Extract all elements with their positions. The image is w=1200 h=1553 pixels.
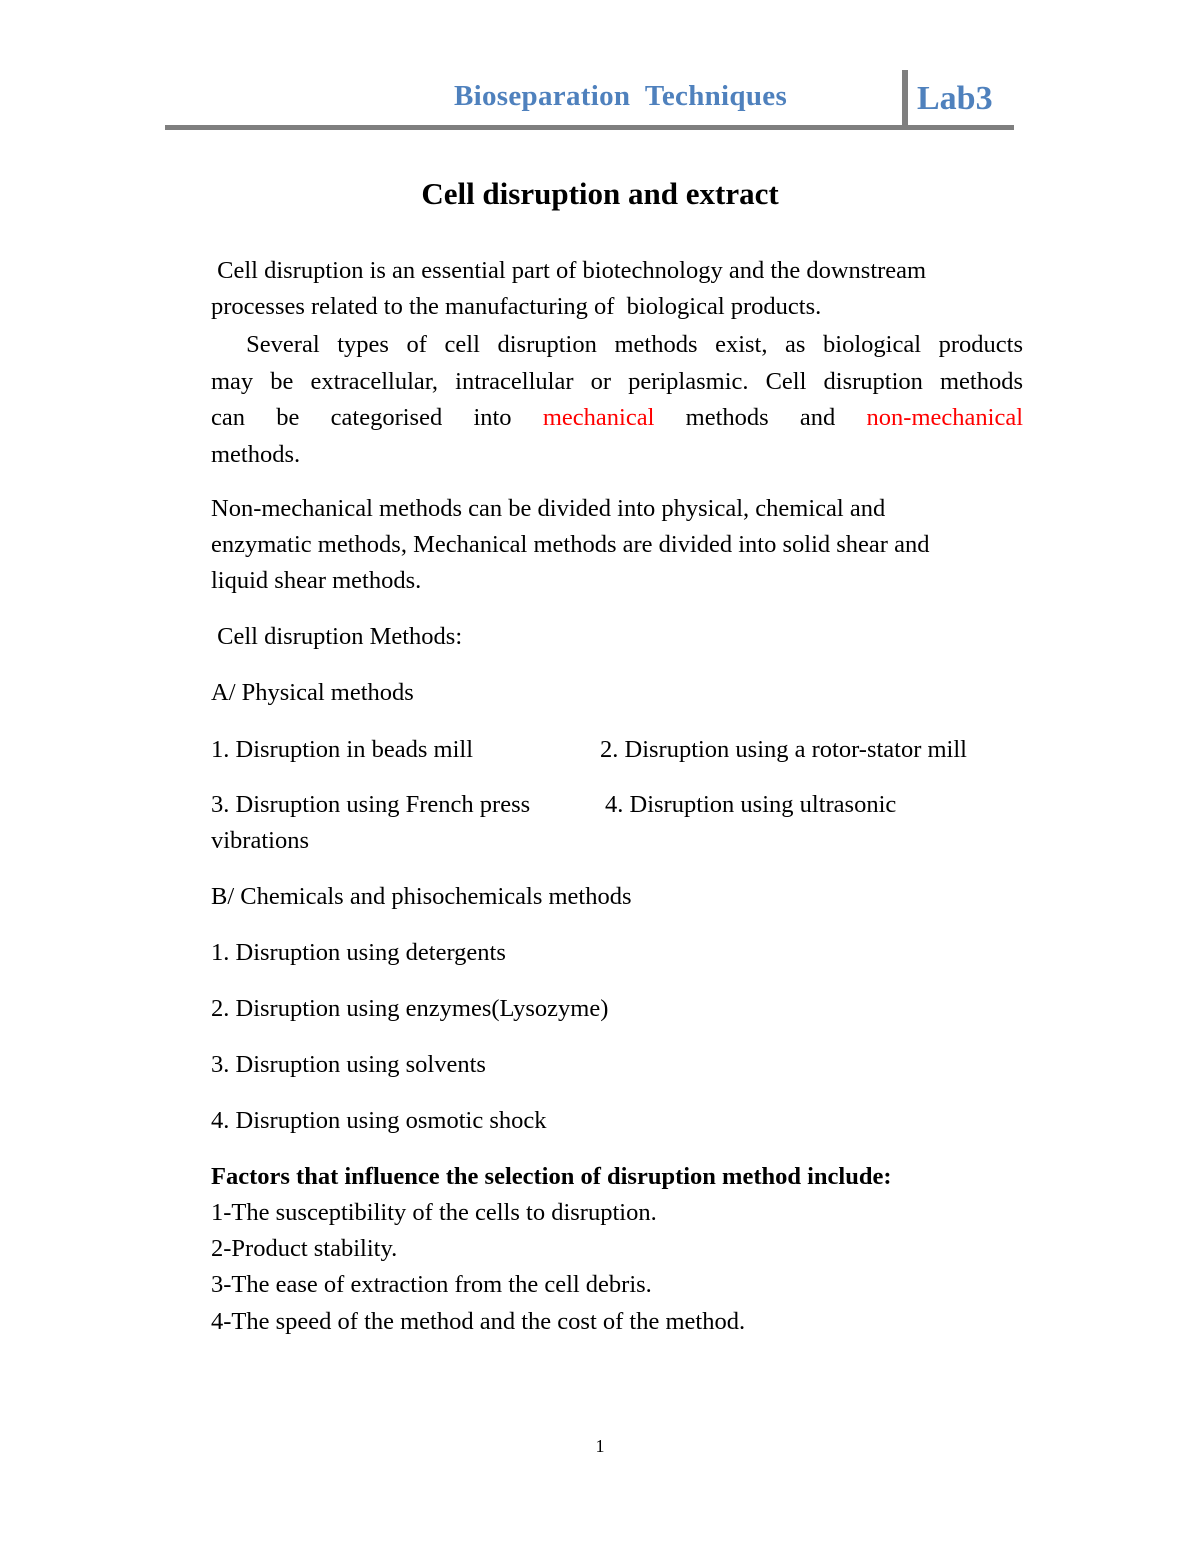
intro-line: Several types of cell disruption methods exist, as biological products: [211, 331, 1023, 358]
division-line: liquid shear methods.: [211, 567, 422, 594]
intro-paragraph-2: [211, 327, 1023, 473]
chemical-item: 2. Disruption using enzymes(Lysozyme): [211, 995, 609, 1022]
factors-item: 2-Product stability.: [211, 1235, 398, 1262]
intro-line: may be extracellular, intracellular or periplasmic. Cell disruption methods: [211, 367, 1023, 395]
highlight-non-mechanical: non-mechanical: [866, 404, 1023, 431]
chemical-item: 3. Disruption using solvents: [211, 1051, 486, 1078]
physical-item: 3. Disruption using French press: [211, 791, 531, 818]
physical-item: 1. Disruption in beads mill: [211, 736, 473, 763]
header-divider: [902, 70, 908, 128]
factors-item: 3-The ease of extraction from the cell debris.: [211, 1271, 652, 1298]
division-line: Non-mechanical methods can be divided into physical, chemical and: [211, 495, 886, 522]
physical-heading: A/ Physical methods: [211, 679, 414, 706]
physical-item-continuation: vibrations: [211, 827, 309, 854]
physical-item: 2. Disruption using a rotor-stator mill: [600, 736, 967, 763]
header-lab-label: Lab3: [917, 80, 993, 117]
physical-item: 4. Disruption using ultrasonic: [605, 791, 897, 818]
text-fragment: can be categorised into: [211, 404, 543, 431]
chemical-item: 4. Disruption using osmotic shock: [211, 1107, 547, 1134]
methods-heading: Cell disruption Methods:: [211, 623, 463, 650]
chemical-item: 1. Disruption using detergents: [211, 939, 506, 966]
page-number: 1: [595, 1436, 605, 1456]
factors-item: 4-The speed of the method and the cost of the method.: [211, 1308, 746, 1335]
intro-line: methods.: [211, 440, 301, 468]
intro-line: Cell disruption is an essential part of biotechnology and the downstream: [211, 257, 927, 284]
intro-line: processes related to the manufacturing of biological products.: [211, 293, 822, 320]
header-title: Bioseparation Techniques: [454, 80, 788, 112]
highlight-mechanical: mechanical: [542, 404, 655, 431]
chemical-heading: B/ Chemicals and phisochemicals methods: [211, 883, 632, 910]
division-line: enzymatic methods, Mechanical methods are divided into solid shear and: [211, 531, 930, 558]
text-fragment: methods and: [654, 404, 867, 431]
intro-line-categories: [211, 400, 1023, 437]
header-rule: [165, 125, 1014, 130]
factors-item: 1-The susceptibility of the cells to disruption.: [211, 1199, 657, 1226]
factors-heading: Factors that influence the selection of disruption method include:: [211, 1163, 892, 1190]
document-title: Cell disruption and extract: [421, 176, 779, 211]
